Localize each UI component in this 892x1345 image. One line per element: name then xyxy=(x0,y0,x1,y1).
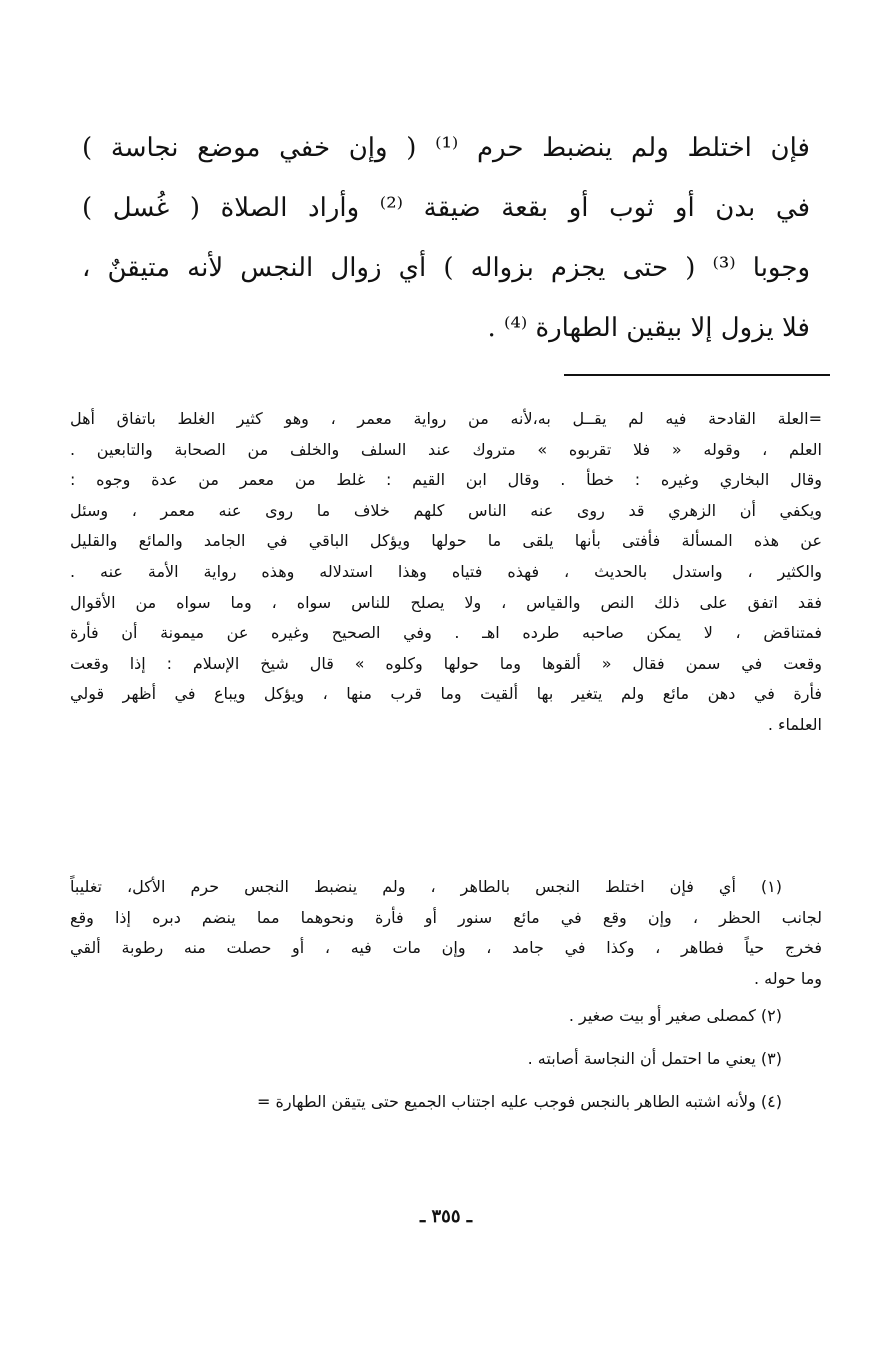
footnote-line: =العلة القادحة فيه لم يقــل به،لأنه من رواية معمر ، وهو كثير الغلط باتفاق أهل xyxy=(70,409,822,428)
footnote-2: (٢) كمصلى صغير أو بيت صغير . xyxy=(568,1006,782,1026)
footnote-line: فقد اتفق على ذلك النص والقياس ، ولا يصلح للناس سواه ، وما سواه من الأقوال xyxy=(70,592,822,612)
footnote-1 xyxy=(70,872,822,994)
footnote-3: (٣) يعني ما احتمل أن النجاسة أصابته . xyxy=(527,1049,782,1069)
main-text-line: وجوبا ⁽³⁾ ( حتى يجزم بزواله ) أي زوال النجس لأنه متيقنٌ ، xyxy=(82,253,810,283)
footnote-4: (٤) ولأنه اشتبه الطاهر بالنجس فوجب عليه اجتناب الجميع حتى يتيقن الطهارة = xyxy=(256,1092,782,1112)
footnote-line: العلماء . xyxy=(767,714,822,734)
main-text-block xyxy=(82,118,810,358)
footnote-line: عن هذه المسألة فأفتى بأنها يلقى ما حولها ويؤكل الباقي في الجامد والمائع والقليل xyxy=(70,531,822,551)
footnote-line: وقال البخاري وغيره : خطأ . وقال ابن القيم : غلط من معمر من عدة وجوه : xyxy=(70,470,822,490)
main-text-line: فلا يزول إلا بيقين الطهارة ⁽⁴⁾ . xyxy=(487,313,810,343)
footnote-line: وقعت في سمن فقال « ألقوها وما حولها وكلوه » قال شيخ الإسلام : إذا وقعت xyxy=(70,653,822,673)
footnote-line: العلم ، وقوله « فلا تقربوه » متروك عند السلف والخلف من الصحابة والتابعين . xyxy=(70,439,822,459)
footnote-divider xyxy=(564,374,830,376)
footnote-line: ويكفي أن الزهري قد روى عنه الناس كلهم خلاف ما روى عنه معمر ، وسئل xyxy=(70,500,822,520)
footnote-line: لجانب الحظر ، وإن وقع في مائع سنور أو فأرة ونحوهما مما ينضم دبره إذا وقع xyxy=(70,907,822,927)
footnotes-block xyxy=(70,872,822,1123)
continued-footnote xyxy=(70,404,822,741)
main-text-line: في بدن أو ثوب أو بقعة ضيقة ⁽²⁾ وأراد الصلاة ( غُسل ) xyxy=(82,193,810,223)
footnote-line: والكثير ، واستدل بالحديث ، فهذه فتياه وهذا استدلاله وهذه رواية الأمة عنه . xyxy=(70,561,822,581)
footnote-line: فخرج حياً فطاهر ، وكذا في جامد ، وإن مات فيه ، أو حصلت منه رطوبة ألقي xyxy=(70,938,822,958)
page-number: ـ ٣٥٥ ـ xyxy=(419,1206,473,1227)
footnote-line: فأرة في دهن مائع ولم يتغير بها ألقيت وما قرب منها ، ويؤكل ويباع في أظهر قولي xyxy=(70,684,822,704)
footnote-line: (١) أي فإن اختلط النجس بالطاهر ، ولم ينضبط النجس حرم الأكل، تغليباً xyxy=(70,877,782,896)
footnote-line: فمتناقض ، لا يمكن صاحبه طرده اهـ . وفي الصحيح وغيره عن ميمونة أن فأرة xyxy=(70,623,822,643)
footnote-line: وما حوله . xyxy=(753,968,822,988)
main-text-line: فإن اختلط ولم ينضبط حرم ⁽¹⁾ ( وإن خفي موضع نجاسة ) xyxy=(82,133,810,163)
